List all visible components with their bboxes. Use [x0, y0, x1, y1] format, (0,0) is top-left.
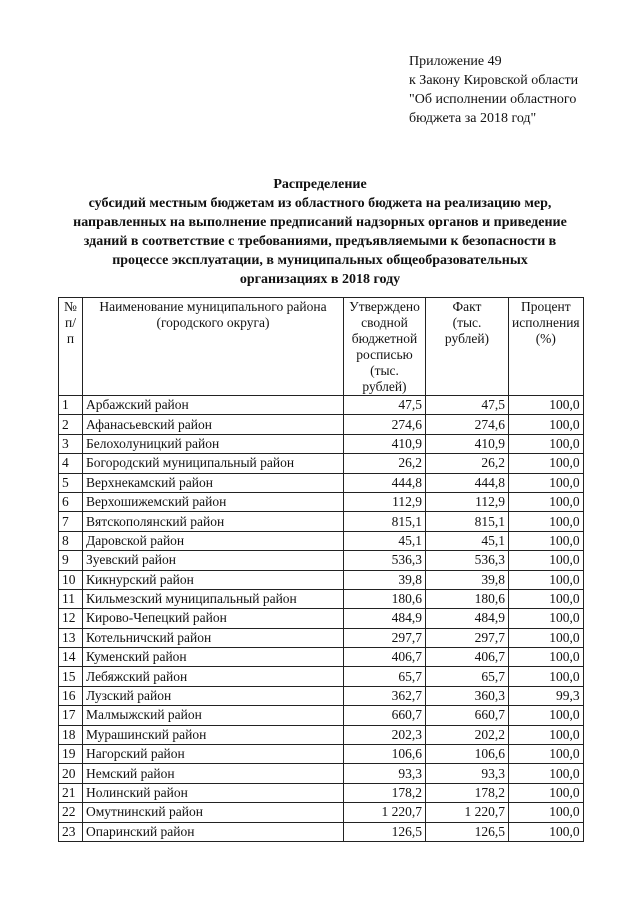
- district-name-cell: Котельничский район: [83, 628, 344, 647]
- table-row: [59, 570, 584, 589]
- table-row: [59, 686, 584, 705]
- district-name-cell: Куменский район: [83, 648, 344, 667]
- title-heading: Распределение: [273, 177, 367, 192]
- percent-cell: 100,0: [509, 454, 584, 473]
- fact-amount-cell: 444,8: [426, 473, 509, 492]
- header-approved-line: (тыс. рублей): [362, 363, 407, 394]
- table-row: [59, 434, 584, 453]
- header-percent: [509, 298, 584, 396]
- approved-amount-cell: 815,1: [344, 512, 426, 531]
- appendix-line: "Об исполнении областного: [409, 92, 577, 107]
- approved-amount-cell: 39,8: [344, 570, 426, 589]
- district-name-cell: Верхошижемский район: [83, 492, 344, 511]
- header-name: [83, 298, 344, 396]
- district-name-cell: Малмыжский район: [83, 706, 344, 725]
- table-row: [59, 396, 584, 415]
- fact-amount-cell: 406,7: [426, 648, 509, 667]
- fact-amount-cell: 26,2: [426, 454, 509, 473]
- appendix-line: Приложение 49: [409, 54, 502, 69]
- fact-amount-cell: 45,1: [426, 531, 509, 550]
- percent-cell: 100,0: [509, 589, 584, 608]
- distribution-table: [58, 297, 584, 842]
- table-row: [59, 725, 584, 744]
- district-name-cell: Кикнурский район: [83, 570, 344, 589]
- district-name-cell: Кильмезский муниципальный район: [83, 589, 344, 608]
- fact-amount-cell: 536,3: [426, 551, 509, 570]
- table-row: [59, 415, 584, 434]
- fact-amount-cell: 815,1: [426, 512, 509, 531]
- row-number-cell: 2: [59, 415, 83, 434]
- table-row: [59, 648, 584, 667]
- row-number-cell: 12: [59, 609, 83, 628]
- header-fact: [426, 298, 509, 396]
- approved-amount-cell: 112,9: [344, 492, 426, 511]
- row-number-cell: 10: [59, 570, 83, 589]
- fact-amount-cell: 274,6: [426, 415, 509, 434]
- fact-amount-cell: 126,5: [426, 822, 509, 841]
- title-line: направленных на выполнение предписаний надзорных органов и приведение: [73, 215, 567, 230]
- approved-amount-cell: 93,3: [344, 764, 426, 783]
- table-row: [59, 667, 584, 686]
- district-name-cell: Верхнекамский район: [83, 473, 344, 492]
- header-num-line: №: [64, 299, 77, 314]
- header-approved-line: Утверждено: [349, 299, 420, 314]
- approved-amount-cell: 362,7: [344, 686, 426, 705]
- row-number-cell: 1: [59, 396, 83, 415]
- table-row: [59, 473, 584, 492]
- fact-amount-cell: 93,3: [426, 764, 509, 783]
- table-row: [59, 551, 584, 570]
- row-number-cell: 20: [59, 764, 83, 783]
- percent-cell: 100,0: [509, 570, 584, 589]
- approved-amount-cell: 106,6: [344, 745, 426, 764]
- fact-amount-cell: 360,3: [426, 686, 509, 705]
- fact-amount-cell: 47,5: [426, 396, 509, 415]
- title-line: субсидий местным бюджетам из областного бюджета на реализацию мер,: [88, 196, 552, 211]
- approved-amount-cell: 126,5: [344, 822, 426, 841]
- approved-amount-cell: 180,6: [344, 589, 426, 608]
- percent-cell: 100,0: [509, 609, 584, 628]
- header-name-line: Наименование муниципального района: [99, 299, 327, 314]
- district-name-cell: Вятскополянский район: [83, 512, 344, 531]
- approved-amount-cell: 406,7: [344, 648, 426, 667]
- row-number-cell: 5: [59, 473, 83, 492]
- row-number-cell: 15: [59, 667, 83, 686]
- percent-cell: 99,3: [509, 686, 584, 705]
- percent-cell: 100,0: [509, 648, 584, 667]
- approved-amount-cell: 65,7: [344, 667, 426, 686]
- percent-cell: 100,0: [509, 667, 584, 686]
- approved-amount-cell: 484,9: [344, 609, 426, 628]
- percent-cell: 100,0: [509, 706, 584, 725]
- row-number-cell: 21: [59, 783, 83, 802]
- table-body: [59, 396, 584, 842]
- district-name-cell: Даровской район: [83, 531, 344, 550]
- appendix-line: к Закону Кировской области: [409, 73, 579, 88]
- header-fact-line: Факт: [452, 299, 482, 314]
- approved-amount-cell: 274,6: [344, 415, 426, 434]
- district-name-cell: Белохолуницкий район: [83, 434, 344, 453]
- header-num-line: п/п: [65, 315, 76, 346]
- district-name-cell: Нолинский район: [83, 783, 344, 802]
- district-name-cell: Опаринский район: [83, 822, 344, 841]
- row-number-cell: 23: [59, 822, 83, 841]
- approved-amount-cell: 26,2: [344, 454, 426, 473]
- approved-amount-cell: 444,8: [344, 473, 426, 492]
- approved-amount-cell: 536,3: [344, 551, 426, 570]
- fact-amount-cell: 484,9: [426, 609, 509, 628]
- row-number-cell: 3: [59, 434, 83, 453]
- row-number-cell: 7: [59, 512, 83, 531]
- approved-amount-cell: 1 220,7: [344, 803, 426, 822]
- percent-cell: 100,0: [509, 628, 584, 647]
- percent-cell: 100,0: [509, 745, 584, 764]
- table-row: [59, 764, 584, 783]
- title-line: организациях в 2018 году: [239, 272, 401, 287]
- percent-cell: 100,0: [509, 492, 584, 511]
- table-row: [59, 589, 584, 608]
- fact-amount-cell: 106,6: [426, 745, 509, 764]
- table-row: [59, 609, 584, 628]
- header-percent-line: (%): [535, 331, 556, 346]
- row-number-cell: 9: [59, 551, 83, 570]
- row-number-cell: 13: [59, 628, 83, 647]
- district-name-cell: Зуевский район: [83, 551, 344, 570]
- fact-amount-cell: 410,9: [426, 434, 509, 453]
- district-name-cell: Лузский район: [83, 686, 344, 705]
- approved-amount-cell: 178,2: [344, 783, 426, 802]
- row-number-cell: 17: [59, 706, 83, 725]
- percent-cell: 100,0: [509, 725, 584, 744]
- fact-amount-cell: 202,2: [426, 725, 509, 744]
- percent-cell: 100,0: [509, 783, 584, 802]
- header-percent-line: исполнения: [512, 315, 580, 330]
- row-number-cell: 18: [59, 725, 83, 744]
- header-approved-line: росписью: [356, 347, 413, 362]
- approved-amount-cell: 45,1: [344, 531, 426, 550]
- district-name-cell: Афанасьевский район: [83, 415, 344, 434]
- row-number-cell: 19: [59, 745, 83, 764]
- table-row: [59, 706, 584, 725]
- fact-amount-cell: 178,2: [426, 783, 509, 802]
- table-row: [59, 492, 584, 511]
- fact-amount-cell: 1 220,7: [426, 803, 509, 822]
- table-row: [59, 745, 584, 764]
- district-name-cell: Мурашинский район: [83, 725, 344, 744]
- percent-cell: 100,0: [509, 512, 584, 531]
- approved-amount-cell: 410,9: [344, 434, 426, 453]
- document-title: [40, 175, 600, 289]
- row-number-cell: 16: [59, 686, 83, 705]
- table-row: [59, 454, 584, 473]
- fact-amount-cell: 39,8: [426, 570, 509, 589]
- fact-amount-cell: 297,7: [426, 628, 509, 647]
- district-name-cell: Арбажский район: [83, 396, 344, 415]
- district-name-cell: Омутнинский район: [83, 803, 344, 822]
- row-number-cell: 22: [59, 803, 83, 822]
- header-percent-line: Процент: [521, 299, 571, 314]
- approved-amount-cell: 297,7: [344, 628, 426, 647]
- fact-amount-cell: 112,9: [426, 492, 509, 511]
- table-row: [59, 783, 584, 802]
- table-row: [59, 822, 584, 841]
- row-number-cell: 4: [59, 454, 83, 473]
- appendix-note: [409, 52, 629, 128]
- approved-amount-cell: 202,3: [344, 725, 426, 744]
- percent-cell: 100,0: [509, 396, 584, 415]
- table-row: [59, 512, 584, 531]
- fact-amount-cell: 180,6: [426, 589, 509, 608]
- percent-cell: 100,0: [509, 434, 584, 453]
- appendix-line: бюджета за 2018 год": [409, 111, 537, 126]
- percent-cell: 100,0: [509, 531, 584, 550]
- row-number-cell: 14: [59, 648, 83, 667]
- row-number-cell: 8: [59, 531, 83, 550]
- percent-cell: 100,0: [509, 803, 584, 822]
- header-approved: [344, 298, 426, 396]
- approved-amount-cell: 660,7: [344, 706, 426, 725]
- district-name-cell: Кирово-Чепецкий район: [83, 609, 344, 628]
- percent-cell: 100,0: [509, 822, 584, 841]
- percent-cell: 100,0: [509, 764, 584, 783]
- table-row: [59, 531, 584, 550]
- header-approved-line: бюджетной: [351, 331, 418, 346]
- table-row: [59, 628, 584, 647]
- title-line: процессе эксплуатации, в муниципальных общеобразовательных: [112, 253, 528, 268]
- district-name-cell: Немский район: [83, 764, 344, 783]
- header-fact-line: (тыс. рублей): [444, 315, 490, 346]
- percent-cell: 100,0: [509, 473, 584, 492]
- fact-amount-cell: 660,7: [426, 706, 509, 725]
- row-number-cell: 6: [59, 492, 83, 511]
- district-name-cell: Нагорский район: [83, 745, 344, 764]
- fact-amount-cell: 65,7: [426, 667, 509, 686]
- percent-cell: 100,0: [509, 415, 584, 434]
- header-num: [59, 298, 83, 396]
- district-name-cell: Богородский муниципальный район: [83, 454, 344, 473]
- row-number-cell: 11: [59, 589, 83, 608]
- table-row: [59, 803, 584, 822]
- table-header-row: [59, 298, 584, 396]
- header-name-line: (городского округа): [156, 315, 270, 330]
- percent-cell: 100,0: [509, 551, 584, 570]
- district-name-cell: Лебяжский район: [83, 667, 344, 686]
- title-line: зданий в соответствие с требованиями, предъявляемыми к безопасности в: [83, 234, 557, 249]
- header-approved-line: сводной: [361, 315, 408, 330]
- approved-amount-cell: 47,5: [344, 396, 426, 415]
